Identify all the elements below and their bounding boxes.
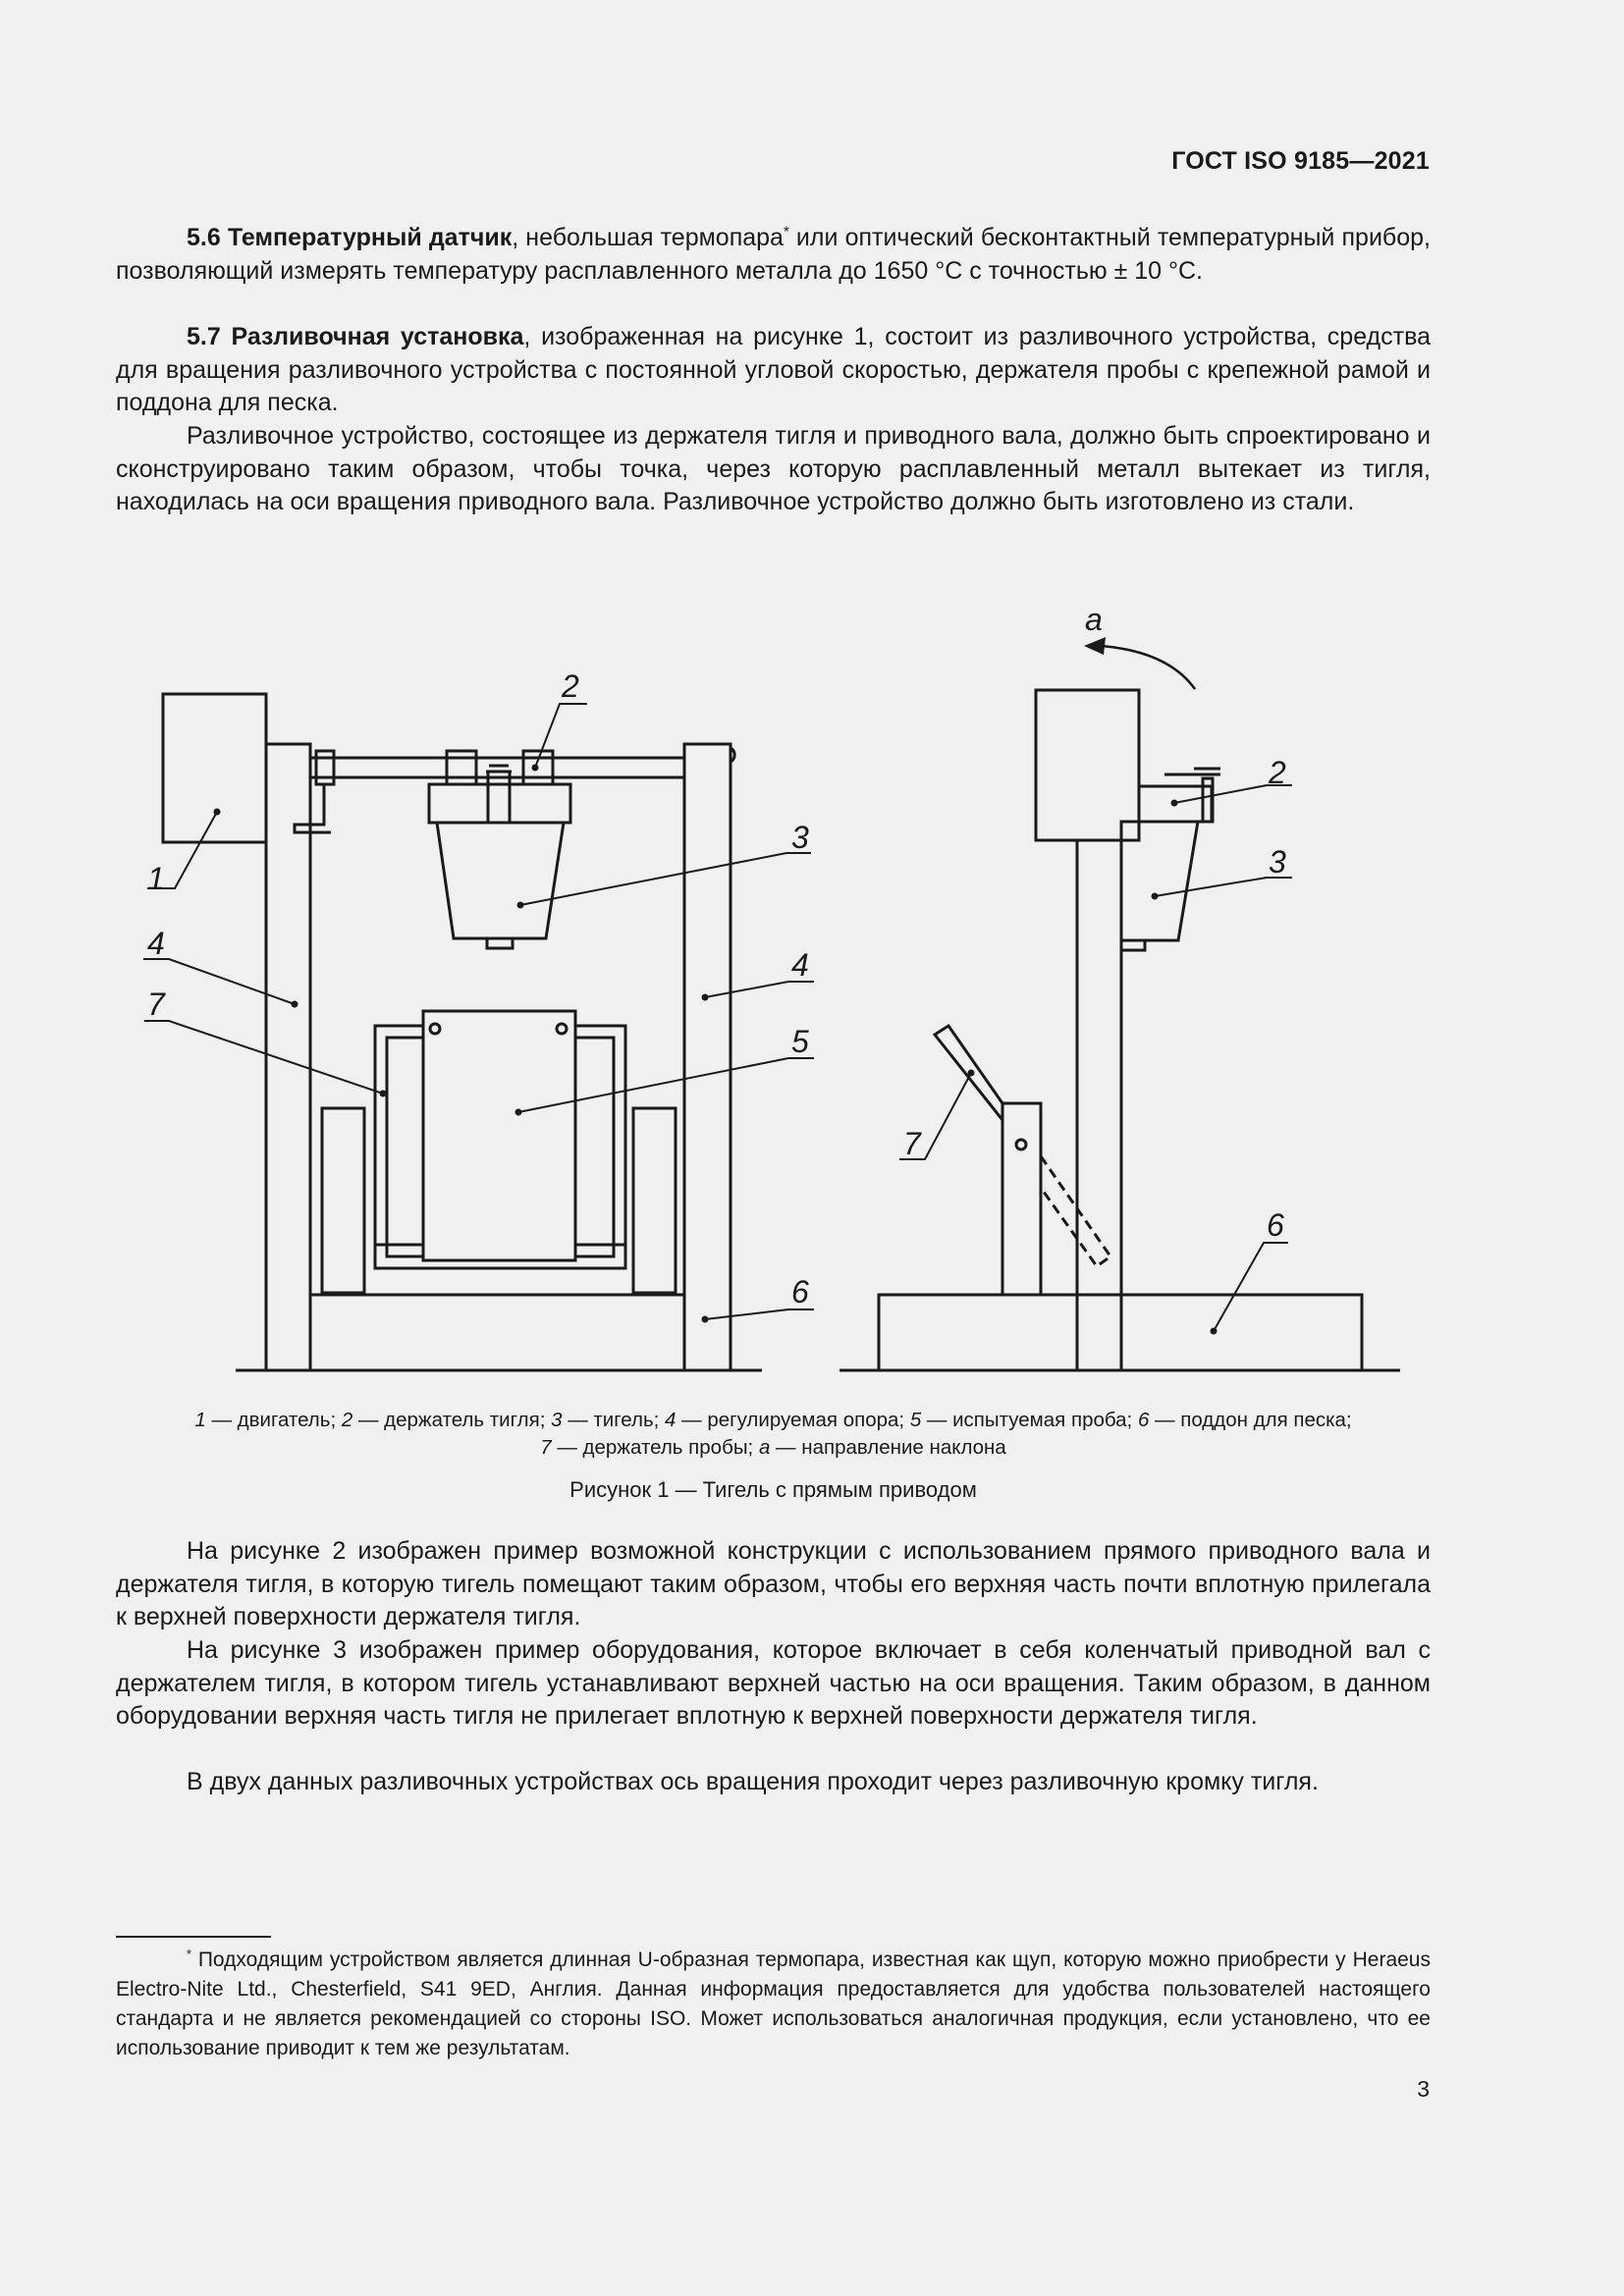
motor-box-front xyxy=(163,694,266,842)
callout-5: 5 xyxy=(791,1024,809,1059)
holder-screw xyxy=(488,772,510,823)
front-view xyxy=(163,694,762,1370)
paragraph-rotation-axis: В двух данных разливочных устройствах ось вращения проходит через разливочную кромку тигля. xyxy=(187,1768,1319,1795)
dot-2-front xyxy=(533,766,538,771)
legend-text: — двигатель; xyxy=(205,1409,342,1431)
leader-3-front xyxy=(520,853,811,905)
figure-legend xyxy=(116,1407,1431,1462)
dot-6-front xyxy=(703,1317,708,1322)
section-5-6 xyxy=(116,222,1431,288)
callout-2-side: 2 xyxy=(1269,755,1286,790)
left-support-post xyxy=(266,744,310,1370)
crucible-holder-front xyxy=(429,784,570,823)
arrow-head xyxy=(1084,637,1106,655)
footnote xyxy=(116,1946,1431,2063)
legend-text: — регулируемая опора; xyxy=(676,1409,910,1431)
callout-4-left: 4 xyxy=(147,926,165,961)
callout-6-side: 6 xyxy=(1267,1207,1284,1243)
section-5-7 xyxy=(116,321,1431,420)
right-support-post xyxy=(684,744,731,1370)
legend-text: — держатель тигля; xyxy=(352,1409,552,1431)
callout-4-right: 4 xyxy=(791,947,809,983)
legend-text: — направление наклона xyxy=(770,1436,1006,1459)
footnote-divider xyxy=(116,1936,271,1938)
legend-num: a xyxy=(758,1436,771,1459)
callout-7-front: 7 xyxy=(147,987,165,1022)
footnote-mark: * xyxy=(187,1948,191,1961)
section-5-7-text: , изображенная на рисунке 1, состоит из разливочного устройства, средства для вращения разливочного устройства с постоянной угловой скоростью, держателя пробы с крепежной рамой и поддона для песка. xyxy=(116,323,1431,416)
page-number: 3 xyxy=(1417,2076,1430,2102)
leader-4-left xyxy=(143,959,295,1004)
section-5-7-number: 5.7 xyxy=(187,323,221,350)
stand-pivot xyxy=(1016,1140,1026,1149)
footnote-ref[interactable]: * xyxy=(783,223,789,240)
legend-text: — держатель пробы; xyxy=(551,1436,759,1459)
crucible-spout xyxy=(487,938,513,948)
motor-box-side xyxy=(1036,690,1139,840)
dot-5 xyxy=(516,1110,521,1115)
callout-6-front: 6 xyxy=(791,1274,809,1309)
sample-holder-stand xyxy=(1002,1103,1041,1295)
leader-7-front xyxy=(144,1021,383,1094)
support-post-side xyxy=(1077,840,1121,1370)
legend-num: 5 xyxy=(909,1409,922,1431)
document-header: ГОСТ ISO 9185—2021 xyxy=(1171,147,1430,175)
section-5-6-number: 5.6 xyxy=(187,224,221,251)
leader-4-right xyxy=(705,982,814,997)
callout-1: 1 xyxy=(147,861,165,896)
dot-4-left xyxy=(293,1002,298,1007)
dot-6-side xyxy=(1212,1329,1217,1334)
leader-6-side xyxy=(1214,1243,1288,1331)
figure-1-drawing xyxy=(116,589,1431,1394)
tilt-direction-arrow xyxy=(1102,646,1195,689)
paragraph-figure-3: На рисунке 3 изображен пример оборудования, которое включает в себя коленчатый приводной вал с держателем тигля, в котором тигель устанавливают верхней частью на оси вращения. Таким образом, в данном оборудовании верхняя часть тигля не прилегает вплотную к верхней поверхности держателя тигля. xyxy=(116,1636,1431,1730)
shaft-coupling xyxy=(316,751,334,784)
dot-7-front xyxy=(381,1092,386,1096)
leader-6-front xyxy=(705,1309,814,1319)
figure-caption: Рисунок 1 — Тигель с прямым приводом xyxy=(569,1477,977,1502)
legend-text: — испытуемая проба; xyxy=(921,1409,1138,1431)
legend-num: 2 xyxy=(341,1409,353,1431)
legend-line-2 xyxy=(116,1434,1431,1462)
callout-7-side: 7 xyxy=(903,1126,921,1161)
legend-num: 3 xyxy=(551,1409,563,1431)
sample-holder-pad-right xyxy=(633,1108,676,1293)
drive-shaft xyxy=(310,758,684,777)
dot-2-side xyxy=(1172,801,1177,806)
dot-3-front xyxy=(518,903,523,908)
side-view xyxy=(839,637,1400,1370)
crucible-spout-side xyxy=(1121,940,1145,950)
section-5-6-term: Температурный датчик xyxy=(227,224,513,251)
legend-text: — тигель; xyxy=(562,1409,666,1431)
dot-4-right xyxy=(703,995,708,1000)
section-5-7-term: Разливочная установка xyxy=(231,323,524,350)
paragraph-figure-2: На рисунке 2 изображен пример возможной конструкции с использованием прямого приводного вала и держателя тигля, в которую тигель помещают таким образом, чтобы его верхняя часть почти вплотную прилегала к верхней поверхности держателя тигля. xyxy=(116,1537,1431,1630)
legend-line-1 xyxy=(116,1407,1431,1434)
legend-num: 4 xyxy=(665,1409,677,1431)
callout-a: a xyxy=(1085,602,1103,637)
legend-num: 7 xyxy=(540,1436,552,1459)
legend-num: 6 xyxy=(1137,1409,1150,1431)
motor-link xyxy=(295,784,331,832)
test-sample xyxy=(423,1011,575,1260)
footnote-text: Подходящим устройством является длинная U-образная термопара, известная как щуп, которую можно приобрести у Heraeus Electro-Nite Ltd., Chesterfield, S41 9ED, Англия. Данная информация предоставляется для удобства пользователей настоящего стандарта и не является рекомендацией со стороны ISO. Может использоваться аналогичная продукция, если установлено, что ее использование приводит к тем же результатам. xyxy=(116,1949,1431,2059)
legend-text: — поддон для песка; xyxy=(1149,1409,1352,1431)
paragraph-device: Разливочное устройство, состоящее из держателя тигля и приводного вала, должно быть спроектировано и сконструировано таким образом, чтобы точка, через которую расплавленный металл вытекает из тигля, находилась на оси вращения приводного вала. Разливочное устройство должно быть изготовлено из стали. xyxy=(116,422,1431,515)
callout-2-front: 2 xyxy=(562,668,579,704)
section-5-6-text-b: или оптический бесконтактный температурный прибор, позволяющий измерять температуру расплавленного металла до 1650 °С с точностью ± 10 °С. xyxy=(116,224,1431,285)
section-5-6-text-a: , небольшая термопара xyxy=(512,224,784,251)
dot-3-side xyxy=(1153,894,1158,899)
dot-7-side xyxy=(969,1071,974,1076)
figure-1 xyxy=(116,589,1431,1394)
callout-3-side: 3 xyxy=(1269,844,1286,880)
sample-holder-pad-left xyxy=(322,1108,364,1293)
callout-3-front: 3 xyxy=(791,820,809,855)
legend-num: 1 xyxy=(194,1409,206,1431)
leader-3-side xyxy=(1155,878,1292,896)
holder-clamp-left xyxy=(447,751,476,784)
dot-1 xyxy=(215,810,220,815)
crucible-front xyxy=(437,823,564,938)
